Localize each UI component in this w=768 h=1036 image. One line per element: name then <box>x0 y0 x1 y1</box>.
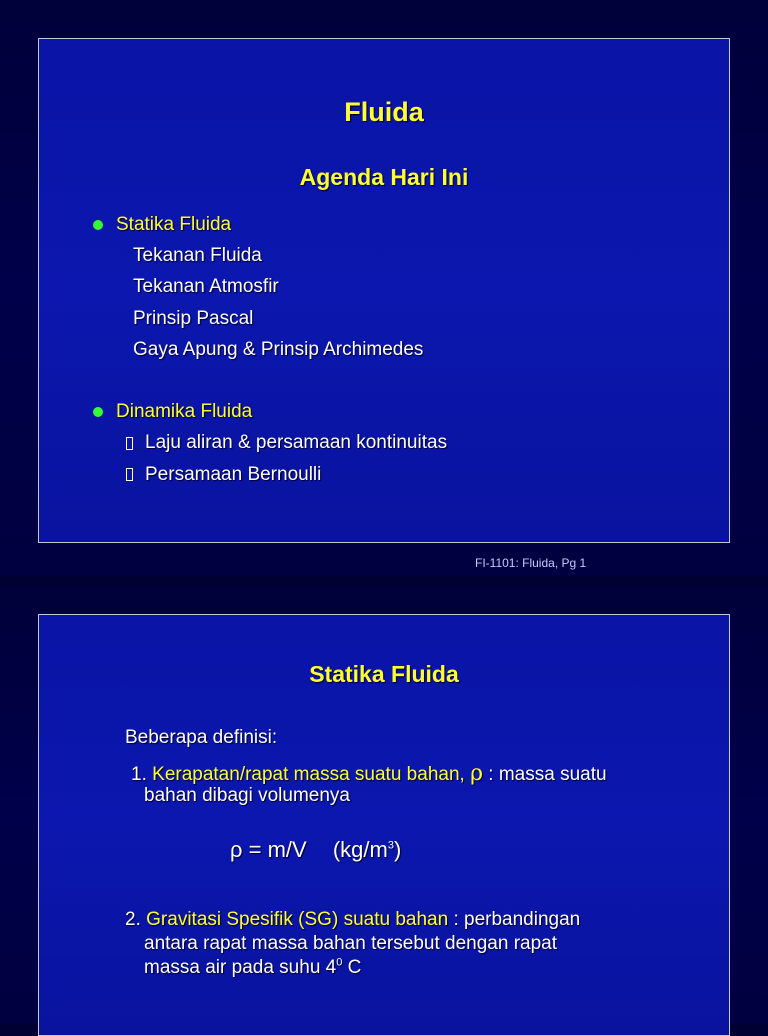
formula-unit-exponent: 3 <box>387 839 394 852</box>
formula-unit-open: (kg/m <box>332 837 388 862</box>
definition-rest: : massa suatu <box>488 764 607 785</box>
degree-superscript: 0 <box>336 956 343 969</box>
list-item: Laju aliran & persamaan kontinuitas <box>145 432 448 453</box>
definition-number: 2. <box>125 909 141 930</box>
intro-text: Beberapa definisi: <box>125 727 278 748</box>
definition-2 <box>125 909 580 931</box>
slide-2-frame <box>38 614 730 1036</box>
formula-lhs: ρ = m/V <box>230 837 307 862</box>
line-3-text: massa air pada suhu 4 <box>144 957 337 978</box>
slide-1-frame <box>38 38 730 543</box>
definition-1 <box>131 761 607 786</box>
formula-unit-close: ) <box>393 837 402 862</box>
line-3-unit: C <box>342 957 362 978</box>
list-item: Tekanan Atmosfir <box>133 276 279 297</box>
rho-symbol: ρ <box>470 761 484 786</box>
list-item: Gaya Apung & Prinsip Archimedes <box>133 339 424 360</box>
section-label-statika: Statika Fluida <box>116 214 232 235</box>
missing-glyph-bullet-icon <box>126 437 133 450</box>
definition-2-line-2: antara rapat massa bahan tersebut dengan rapat <box>144 933 558 954</box>
missing-glyph-bullet-icon <box>126 468 133 481</box>
bullet-dot-icon <box>93 220 103 230</box>
density-formula <box>230 837 401 863</box>
definition-term: Kerapatan/rapat massa suatu bahan, <box>152 764 465 785</box>
slide-1-title: Fluida <box>344 97 424 127</box>
slide-2-title: Statika Fluida <box>309 661 459 687</box>
definition-1-line-2: bahan dibagi volumenya <box>144 785 350 806</box>
list-item: Tekanan Fluida <box>133 245 262 266</box>
definition-2-line-3 <box>144 957 361 979</box>
slide-2 <box>0 587 768 1024</box>
definition-term: Gravitasi Spesifik (SG) suatu bahan <box>146 909 449 930</box>
slide-footer: FI-1101: Fluida, Pg 1 <box>475 556 587 570</box>
list-item: Prinsip Pascal <box>133 308 254 329</box>
definition-number: 1. <box>131 764 147 785</box>
bullet-dot-icon <box>93 407 103 417</box>
list-item: Persamaan Bernoulli <box>145 464 322 485</box>
slide-1-subtitle: Agenda Hari Ini <box>299 164 469 190</box>
definition-rest: : perbandingan <box>453 909 581 930</box>
section-label-dinamika: Dinamika Fluida <box>116 401 253 422</box>
